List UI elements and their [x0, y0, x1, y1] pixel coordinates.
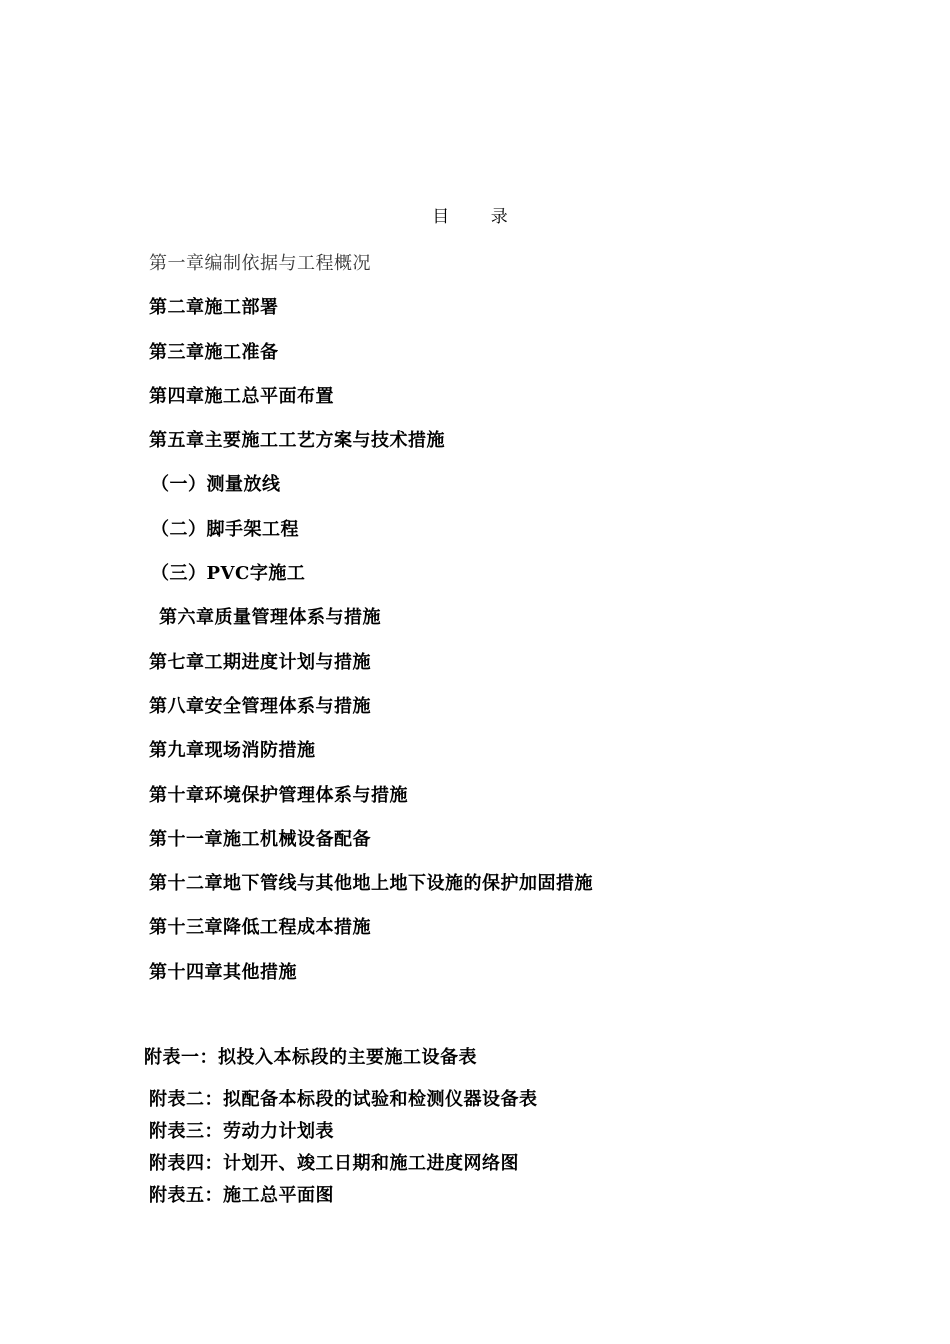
toc-item-chapter-11: 第十一章施工机械设备配备	[149, 828, 371, 850]
toc-item-chapter-13: 第十三章降低工程成本措施	[149, 917, 371, 939]
toc-item-chapter-14: 第十四章其他措施	[149, 961, 297, 983]
toc-item-chapter-10: 第十章环境保护管理体系与措施	[149, 784, 408, 806]
appendix-list	[144, 1044, 538, 1214]
toc-item-chapter-4: 第四章施工总平面布置	[149, 385, 334, 407]
appendix-item-3: 附表三：劳动力计划表	[149, 1121, 334, 1142]
toc-item-chapter-12: 第十二章地下管线与其他地上地下设施的保护加固措施	[149, 873, 593, 895]
toc-item-chapter-8: 第八章安全管理体系与措施	[149, 695, 371, 717]
appendix-item-2: 附表二：拟配备本标段的试验和检测仪器设备表	[149, 1089, 538, 1110]
appendix-item-1: 附表一：拟投入本标段的主要施工设备表	[144, 1047, 477, 1068]
toc-item-chapter-3: 第三章施工准备	[149, 341, 279, 363]
toc-item-section-2: （二）脚手架工程	[151, 518, 299, 540]
appendix-item-4: 附表四：计划开、竣工日期和施工进度网络图	[149, 1153, 519, 1174]
toc-title: 目 录	[432, 207, 526, 227]
toc-item-section-3: （三）PVC字施工	[151, 563, 306, 585]
toc-item-chapter-5: 第五章主要施工工艺方案与技术措施	[149, 430, 445, 452]
toc-item-chapter-2: 第二章施工部署	[149, 297, 279, 319]
toc-list	[149, 250, 593, 1003]
toc-item-chapter-9: 第九章现场消防措施	[149, 740, 316, 762]
toc-item-chapter-1: 第一章编制依据与工程概况	[149, 253, 371, 274]
toc-item-chapter-7: 第七章工期进度计划与措施	[149, 651, 371, 673]
toc-item-chapter-6: 第六章质量管理体系与措施	[159, 607, 381, 629]
appendix-item-5: 附表五：施工总平面图	[149, 1185, 334, 1206]
toc-item-section-1: （一）测量放线	[151, 474, 281, 496]
